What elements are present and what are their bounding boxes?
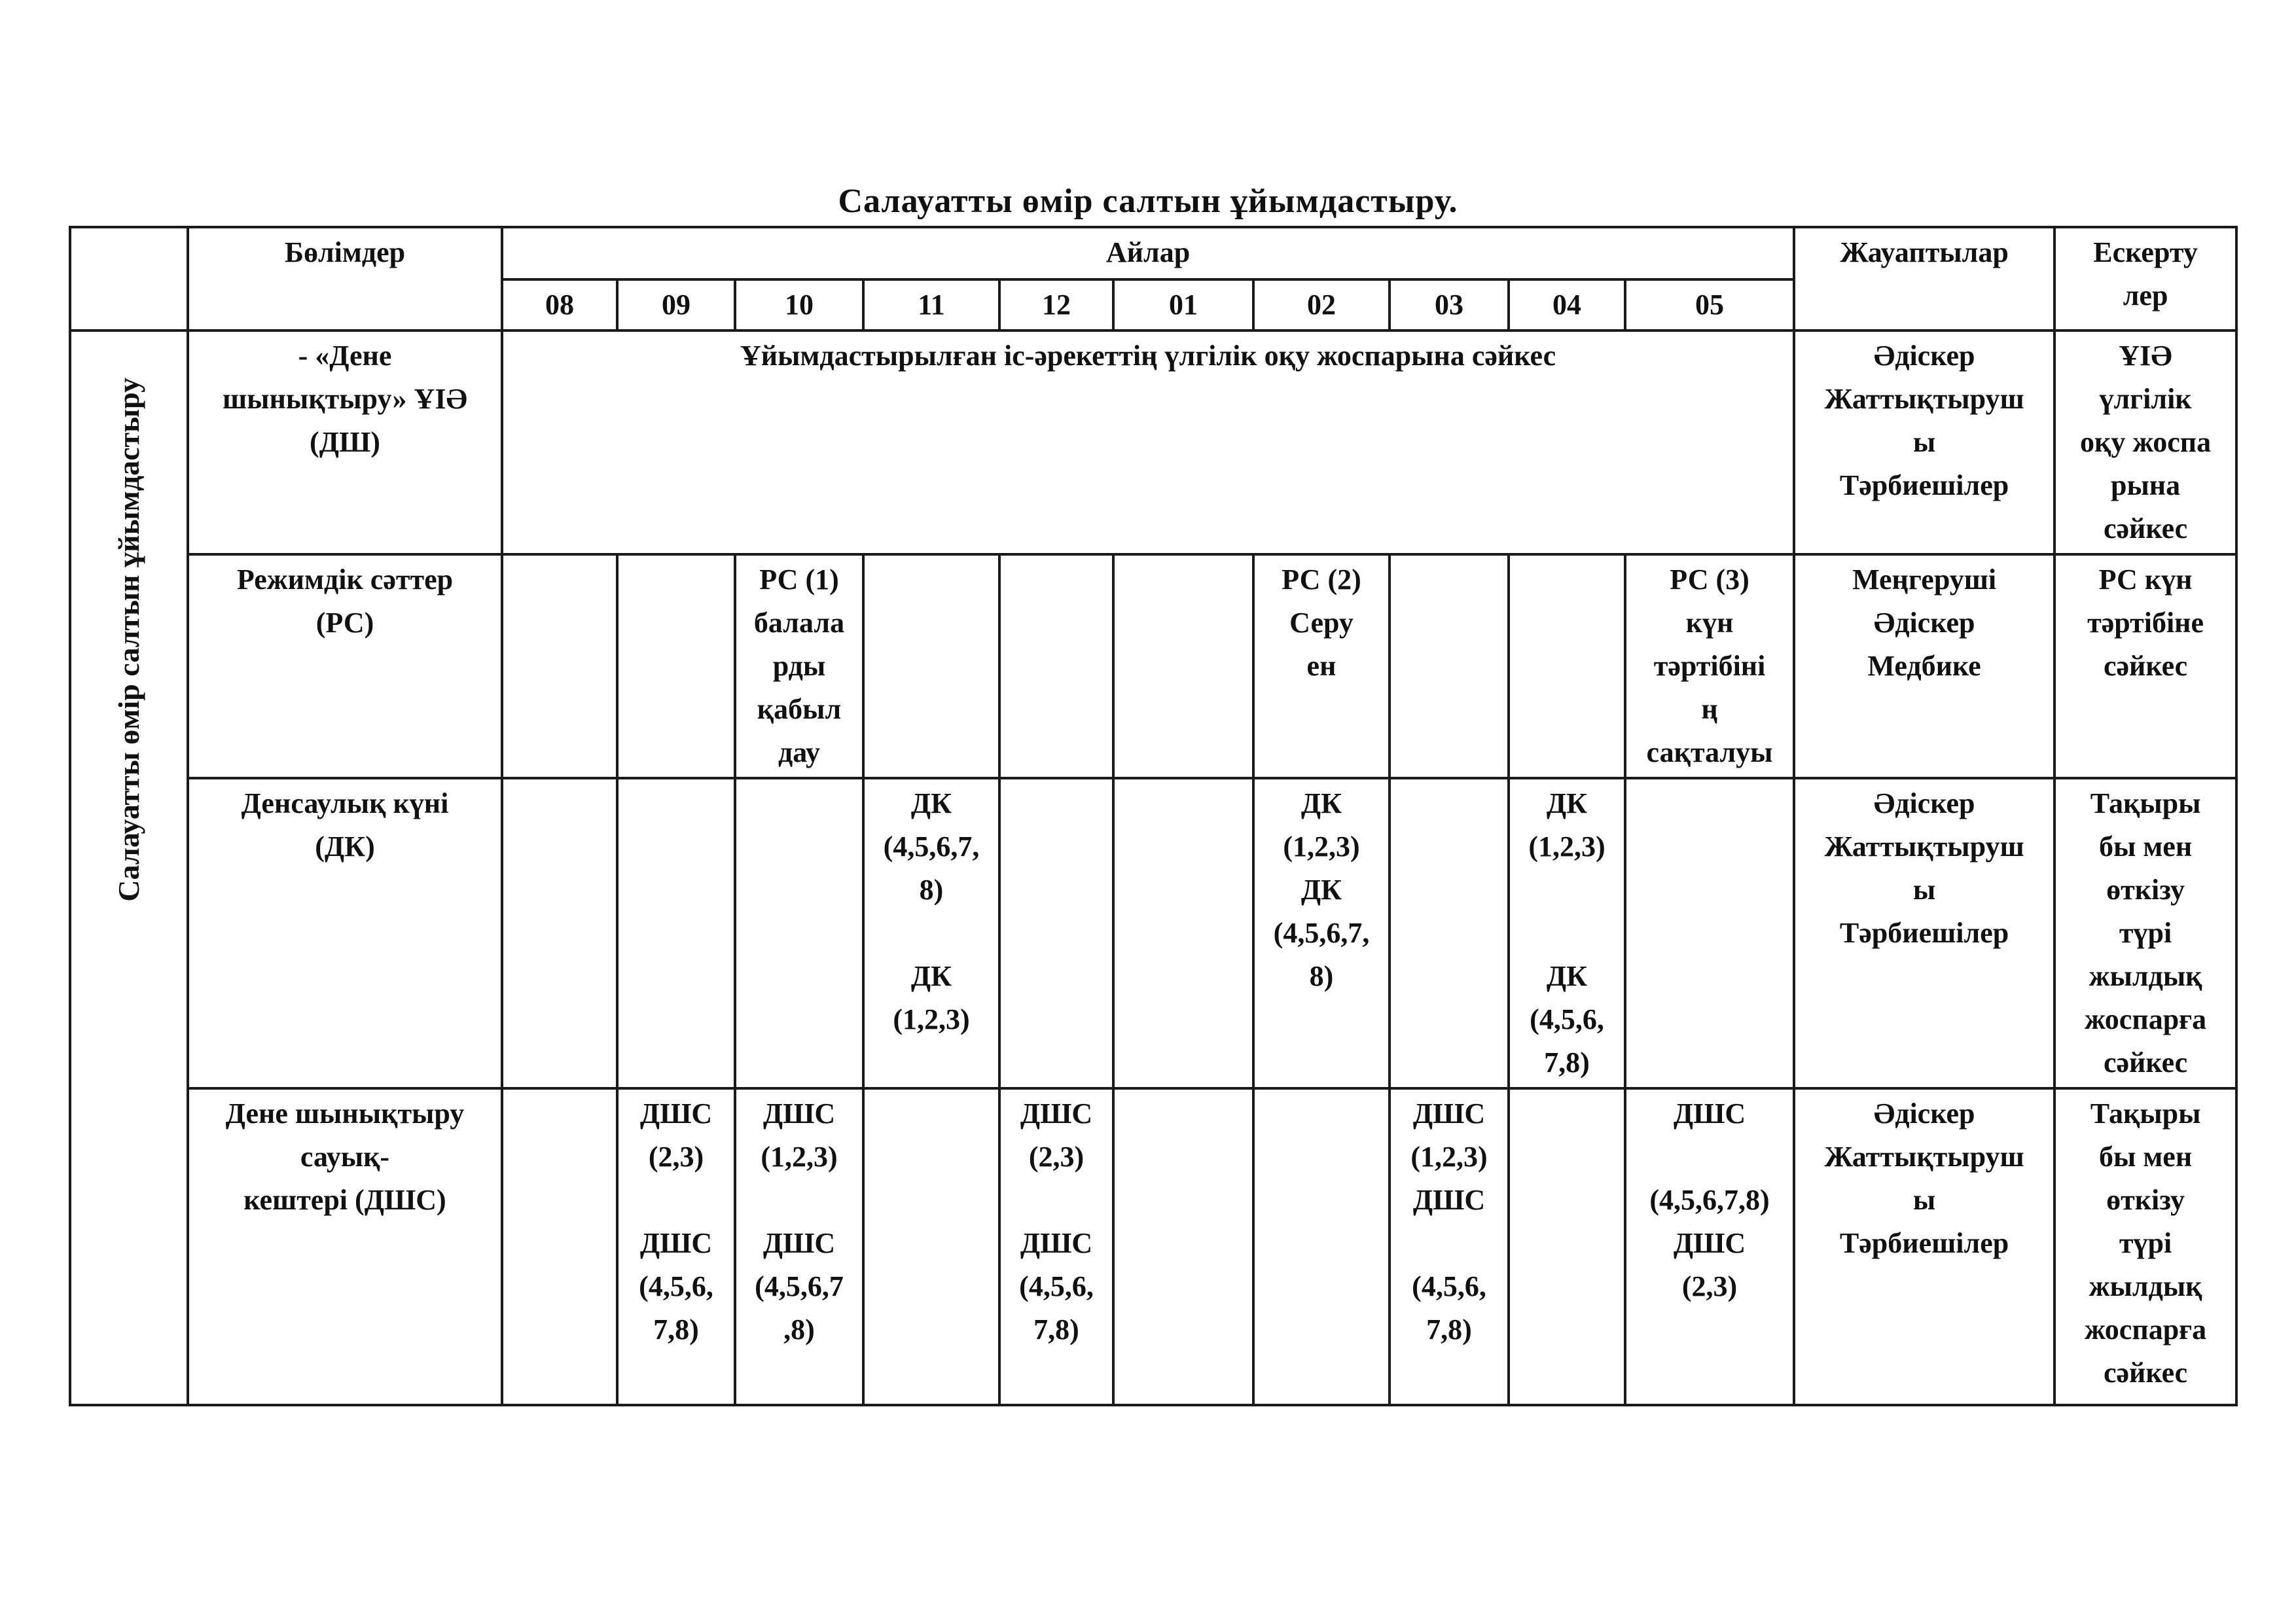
span-text-cell: Ұйымдастырылған іс-әрекеттің үлгілік оқу жоспарына сәйкес	[502, 330, 1794, 554]
month-cell	[617, 778, 735, 1088]
month-header: 08	[502, 279, 617, 330]
section-cell: Дене шынықтыру сауық- кештері (ДШС)	[188, 1088, 502, 1405]
month-header: 01	[1113, 279, 1253, 330]
responsible-cell: Әдіскер Жаттықтыруш ы Тәрбиешілер	[1794, 1088, 2054, 1405]
table-row-ds	[70, 330, 2236, 554]
month-cell	[735, 778, 863, 1088]
month-header: 03	[1390, 279, 1509, 330]
header-sections: Бөлімдер	[188, 227, 502, 330]
month-header: 04	[1509, 279, 1625, 330]
month-cell: ДШС (2,3) ДШС (4,5,6, 7,8)	[999, 1088, 1113, 1405]
side-label-cell	[70, 330, 188, 1405]
month-cell	[1113, 1088, 1253, 1405]
month-cell	[1113, 554, 1253, 778]
table-row-dk	[70, 778, 2236, 1088]
notes-cell: РС күн тәртібіне сәйкес	[2054, 554, 2236, 778]
month-header: 11	[863, 279, 999, 330]
month-cell	[502, 1088, 617, 1405]
month-header: 12	[999, 279, 1113, 330]
month-header: 09	[617, 279, 735, 330]
side-label: Салауатты өмір салтын ұйымдастыру	[112, 378, 145, 902]
month-cell	[502, 778, 617, 1088]
month-cell	[999, 778, 1113, 1088]
month-cell: РС (3) күн тәртібіні ң сақталуы	[1625, 554, 1794, 778]
month-cell: РС (2) Серу ен	[1253, 554, 1390, 778]
notes-cell: ҰІӘ үлгілік оқу жоспа рына сәйкес	[2054, 330, 2236, 554]
month-cell	[863, 1088, 999, 1405]
month-cell: ДШС (2,3) ДШС (4,5,6, 7,8)	[617, 1088, 735, 1405]
month-cell: ДШС (1,2,3) ДШС (4,5,6,7 ,8)	[735, 1088, 863, 1405]
month-cell: ДК (4,5,6,7, 8) ДК (1,2,3)	[863, 778, 999, 1088]
section-cell: Денсаулық күні (ДК)	[188, 778, 502, 1088]
section-cell: Режимдік сәттер (РС)	[188, 554, 502, 778]
responsible-cell: Меңгеруші Әдіскер Медбике	[1794, 554, 2054, 778]
month-cell: ДШС (4,5,6,7,8) ДШС (2,3)	[1625, 1088, 1794, 1405]
plan-table	[69, 226, 2238, 1406]
month-cell	[1625, 778, 1794, 1088]
month-cell: ДК (1,2,3) ДК (4,5,6, 7,8)	[1509, 778, 1625, 1088]
month-cell	[1253, 1088, 1390, 1405]
header-empty-cell	[70, 227, 188, 330]
responsible-cell: Әдіскер Жаттықтыруш ы Тәрбиешілер	[1794, 330, 2054, 554]
month-cell	[502, 554, 617, 778]
table-row-dshs	[70, 1088, 2236, 1405]
month-cell	[1390, 554, 1509, 778]
month-header: 05	[1625, 279, 1794, 330]
month-cell	[1390, 778, 1509, 1088]
month-cell	[1113, 778, 1253, 1088]
header-responsible: Жауаптылар	[1794, 227, 2054, 330]
month-cell	[999, 554, 1113, 778]
header-row-1	[70, 227, 2236, 279]
month-cell: ДК (1,2,3) ДК (4,5,6,7, 8)	[1253, 778, 1390, 1088]
month-header: 02	[1253, 279, 1390, 330]
month-cell	[617, 554, 735, 778]
header-notes: Ескерту лер	[2054, 227, 2236, 330]
month-cell	[863, 554, 999, 778]
section-cell: - «Дене шынықтыру» ҰІӘ (ДШ)	[188, 330, 502, 554]
notes-cell: Тақыры бы мен өткізу түрі жылдық жоспарға сәйкес	[2054, 1088, 2236, 1405]
month-cell: РС (1) балала рды қабыл дау	[735, 554, 863, 778]
month-header: 10	[735, 279, 863, 330]
month-cell	[1509, 554, 1625, 778]
month-cell	[1509, 1088, 1625, 1405]
responsible-cell: Әдіскер Жаттықтыруш ы Тәрбиешілер	[1794, 778, 2054, 1088]
table-row-rs	[70, 554, 2236, 778]
header-months-label: Айлар	[502, 227, 1794, 279]
notes-cell: Тақыры бы мен өткізу түрі жылдық жоспарға сәйкес	[2054, 778, 2236, 1088]
month-cell: ДШС (1,2,3) ДШС (4,5,6, 7,8)	[1390, 1088, 1509, 1405]
page-title: Салауатты өмір салтын ұйымдастыру.	[838, 183, 1458, 220]
